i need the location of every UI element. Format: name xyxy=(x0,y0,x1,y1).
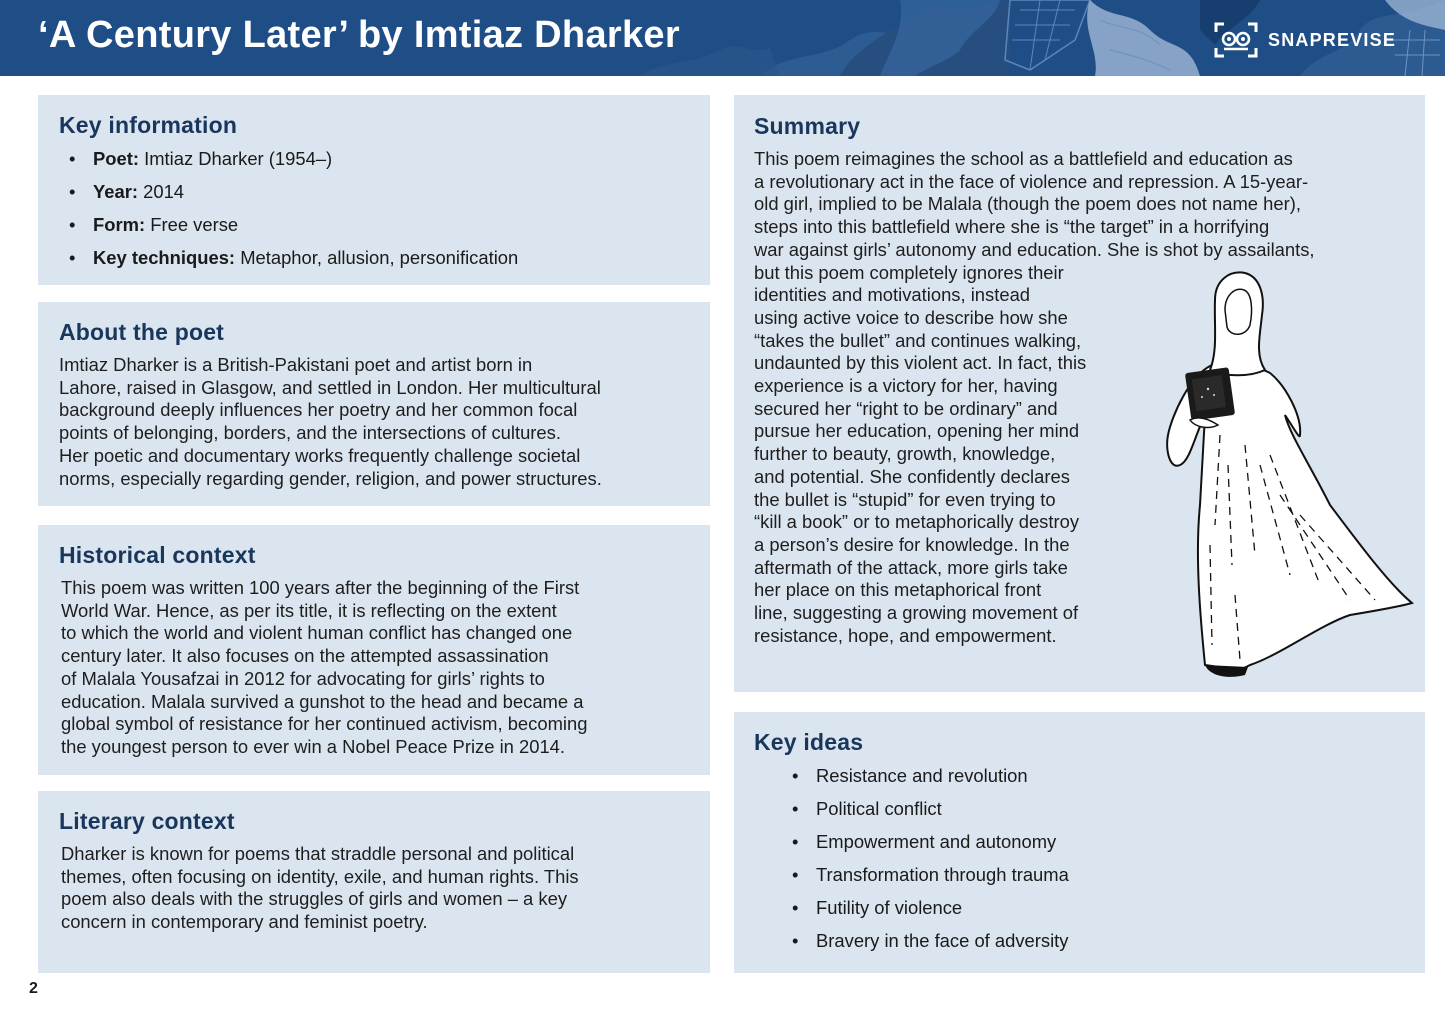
key-idea-item: • Transformation through trauma xyxy=(816,858,1425,891)
key-info-value: 2014 xyxy=(143,181,185,202)
summary-text: This poem reimagines the school as a battlefield and education as a revolutionary act in the face of violence and repression. A 15-year- old girl, implied to be Malala (though the poem does not name her), steps into this battlefield where she is “the target” in a horrifying war against girls’ autonomy and education. She is shot by assailants, but this poem completely ignores their identities and motivations, instead using active voice to describe how she “takes the bullet” and continues walking, undaunted by this violent act. In fact, this experience is a victory for her, having secured her “right to be ordinary” and pursue her education, opening her mind further to beauty, growth, knowledge, and potential. She confidently declares the bullet is “stupid” for even trying to “kill a book” or to metaphorically destroy a person’s desire for knowledge. In the aftermath of the attack, more girls take her place on this metaphorical front line, suggesting a growing movement of resistance, hope, and empowerment. xyxy=(754,148,1315,646)
key-idea-item: • Resistance and revolution xyxy=(816,759,1425,792)
literary-context-heading: Literary context xyxy=(59,808,235,834)
page-title: ‘A Century Later’ by Imtiaz Dharker xyxy=(38,14,680,56)
key-idea-item: • Political conflict xyxy=(816,792,1425,825)
about-poet-text: Imtiaz Dharker is a British-Pakistani poet and artist born in Lahore, raised in Glasgow, and settled in London. Her multicultural background deeply influences her poetry and her common focal points of belonging, borders, and the intersections of cultures. Her poetic and documentary works frequently challenge societal norms, especially regarding gender, religion, and power structures. xyxy=(59,354,602,489)
key-info-item xyxy=(93,175,710,208)
key-info-value: Metaphor, allusion, personification xyxy=(240,247,519,268)
about-poet-heading: About the poet xyxy=(59,319,225,345)
key-information-card xyxy=(38,95,710,285)
key-info-label: Poet: xyxy=(93,148,139,169)
key-ideas-card xyxy=(734,712,1425,973)
key-info-label: Year: xyxy=(93,181,138,202)
historical-context-heading: Historical context xyxy=(59,542,256,568)
key-info-label: Key techniques: xyxy=(93,247,236,268)
key-info-item xyxy=(93,142,710,175)
literary-context-card xyxy=(38,791,710,973)
header-banner xyxy=(0,0,1445,76)
brand-logo xyxy=(1212,20,1396,60)
historical-context-text: This poem was written 100 years after the beginning of the First World War. Hence, as per its title, it is reflecting on the extent to which the world and violent human conflict has changed one century later. It also focuses on the attempted assassination of Malala Yousafzai in 2012 for advocating for girls’ rights to education. Malala survived a gunshot to the head and became a global symbol of resistance for her continued activism, becoming the youngest person to ever win a Nobel Peace Prize in 2014. xyxy=(61,577,588,757)
historical-context-card xyxy=(38,525,710,775)
key-info-item xyxy=(93,208,710,241)
key-info-value: Imtiaz Dharker (1954–) xyxy=(144,148,333,169)
key-idea-item: • Futility of violence xyxy=(816,891,1425,924)
key-information-list xyxy=(93,142,710,274)
key-information-heading: Key information xyxy=(59,112,238,138)
snaprevise-owl-icon xyxy=(1212,20,1260,60)
key-idea-item: • Empowerment and autonomy xyxy=(816,825,1425,858)
page-number: 2 xyxy=(29,980,38,997)
about-poet-card xyxy=(38,302,710,506)
girl-with-book-illustration xyxy=(1150,265,1418,685)
brand-name: SNAPREVISE xyxy=(1268,29,1397,50)
key-info-value: Free verse xyxy=(150,214,239,235)
summary-heading: Summary xyxy=(754,113,861,139)
literary-context-text: Dharker is known for poems that straddle personal and political themes, often focusing on identity, exile, and human rights. This poem also deals with the struggles of girls and women – a key concern in contemporary and feminist poetry. xyxy=(61,843,579,933)
key-ideas-list xyxy=(816,759,1425,957)
key-info-label: Form: xyxy=(93,214,146,235)
key-info-item xyxy=(93,241,710,274)
key-ideas-heading: Key ideas xyxy=(754,729,864,755)
key-idea-item: • Bravery in the face of adversity xyxy=(816,924,1425,957)
